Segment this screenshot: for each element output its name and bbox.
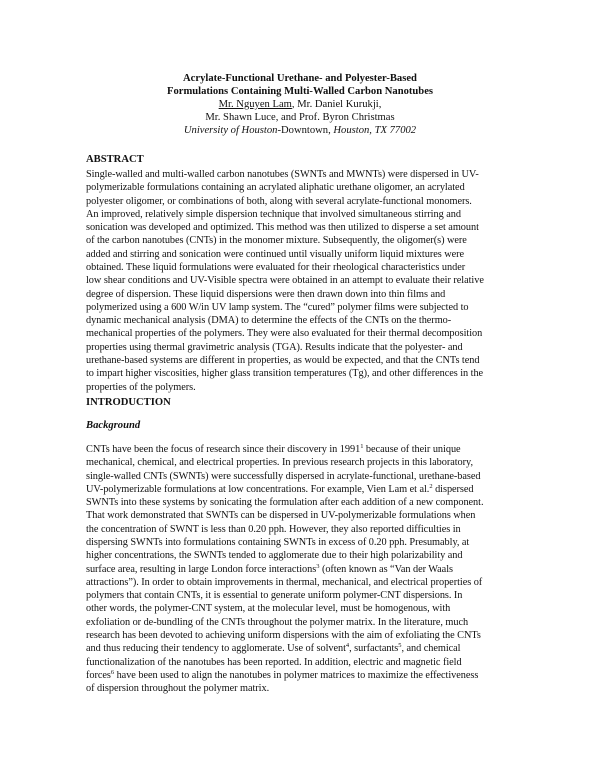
introduction-line [86, 682, 526, 695]
paper-title-line-1: Acrylate-Functional Urethane- and Polyester-Based [183, 73, 417, 84]
abstract-line: to impart higher viscosities, higher glass transition temperatures (Tg), and other differences in the [86, 368, 484, 380]
line-text: , surfactants [349, 643, 399, 655]
affiliation [0, 124, 600, 137]
line-text: have been used to align the nanotubes in polymer matrices to maximize the effectiveness [114, 669, 479, 681]
abstract-line: of the carbon nanotubes (CNTs) in the monomer mixture. Subsequently, the oligomer(s) were [86, 235, 467, 247]
abstract-line: polyester oligomer, or combinations of both, along with several acrylate-functional monomers. [86, 195, 472, 207]
paper-header [0, 72, 600, 137]
affiliation-university: University of Houston [183, 125, 278, 136]
introduction-line [86, 549, 526, 562]
citation-superscript: 4 [345, 642, 350, 650]
line-text: single-walled CNTs (SWNTs) were successfully dispersed in acrylate-functional, urethane-based [86, 470, 481, 482]
abstract-paragraph [86, 168, 526, 394]
introduction-line [86, 443, 526, 456]
citation-superscript: 2 [429, 482, 433, 490]
line-text: forces [86, 669, 111, 681]
affiliation-campus: -Downtown, [277, 125, 331, 136]
abstract-line: urethane-based systems are different in properties, as would be expected, and that the CNTs tend [86, 354, 480, 366]
introduction-line [86, 602, 526, 615]
line-text: the concentration of SWNT is less than 0.20 pph. However, they also reported difficulties in [86, 523, 461, 535]
introduction-heading: INTRODUCTION [86, 397, 171, 408]
introduction-line [86, 589, 526, 602]
abstract-line: added and stirring and sonication were continued until visually uniform liquid mixtures were [86, 248, 465, 260]
abstract-line: Single-walled and multi-walled carbon nanotubes (SWNTs and MWNTs) were dispersed in UV- [86, 169, 479, 180]
introduction-paragraph [86, 443, 526, 695]
introduction-line [86, 496, 526, 509]
authors-line-1 [0, 98, 600, 111]
line-text: That work demonstrated that SWNTs can be dispersed in UV-polymerizable formulations when [86, 510, 476, 522]
affiliation-location: Houston, TX 77002 [330, 125, 417, 136]
citation-superscript: 6 [110, 668, 115, 676]
abstract-line: obtained. These liquid formulations were evaluated for their rheological characteristics under [86, 261, 466, 273]
line-text: dispersed [432, 483, 474, 495]
abstract-line: sonication was developed and optimized. This method was then utilized to disperse a set amount [86, 222, 479, 234]
abstract-line: polymerized using a 600 W/in UV lamp system. The “cured” polymer films were subjected to [86, 301, 469, 313]
background-subheading: Background [86, 420, 141, 431]
abstract-line: properties of the polymers. [86, 381, 196, 393]
line-text: CNTs have been the focus of research since their discovery in 1991 [86, 444, 361, 455]
line-text: research has been devoted to achieving uniform dispersions with the aim of exfoliating the CNTs [86, 629, 481, 641]
abstract-line: mechanical properties of the polymers. They were also evaluated for their thermal decomposition [86, 328, 483, 340]
line-text: of dispersion throughout the polymer matrix. [86, 683, 270, 695]
introduction-line [86, 629, 526, 642]
line-text: functionalization of the nanotubes has been reported. In addition, electric and magnetic field [86, 656, 462, 668]
introduction-line [86, 456, 526, 469]
line-text: SWNTs into these systems by sonicating the formulation after each addition of a new component. [86, 497, 484, 509]
introduction-line [86, 470, 526, 483]
abstract-line: dynamic mechanical analysis (DMA) to determine the effects of the CNTs on the thermo- [86, 315, 452, 327]
line-text: surface area, resulting in large London force interactions [86, 563, 317, 575]
introduction-line [86, 616, 526, 629]
abstract-line: An improved, relatively simple dispersion technique that involved simultaneous stirring and [86, 208, 461, 220]
abstract-line: properties using thermal gravimetric analysis (TGA). Results indicate that the polyester- and [86, 341, 463, 353]
abstract-line: degree of dispersion. These liquid dispersions were then drawn down into thin films and [86, 288, 446, 300]
line-text: because of their unique [363, 444, 461, 455]
introduction-line [86, 563, 526, 576]
line-text: polymers that contain CNTs, it is essential to generate uniform polymer-CNT dispersions. In [86, 590, 463, 602]
abstract-line: low shear conditions and UV-Visible spectra were obtained in an attempt to evaluate their relative [86, 275, 484, 287]
line-text: dispersing SWNTs into formulations containing SWNTs in excess of 0.20 pph. Presumably, at [86, 536, 470, 548]
line-text: higher concentrations, the SWNTs tended to agglomerate due to their high polarizability and [86, 550, 463, 562]
authors-line-2: Mr. Shawn Luce, and Prof. Byron Christmas [205, 112, 395, 123]
introduction-line [86, 523, 526, 536]
introduction-line [86, 576, 526, 589]
line-text: attractions”). In order to obtain improvements in thermal, mechanical, and electrical properties of [86, 576, 483, 588]
line-text: (often known as “Van der Waals [319, 563, 453, 575]
line-text: exfoliation or de-bundling of the CNTs throughout the polymer matrix. In the literature, much [86, 616, 469, 628]
introduction-line [86, 669, 526, 682]
citation-superscript: 3 [316, 562, 320, 570]
line-text: mechanical, chemical, and electrical properties. In previous research projects in this laboratory, [86, 457, 473, 469]
line-text: UV-polymerizable formulations at low concentrations. For example, Vien Lam et al. [86, 483, 430, 495]
introduction-line [86, 656, 526, 669]
paper-title-line-2: Formulations Containing Multi-Walled Carbon Nanotubes [166, 86, 434, 97]
abstract-line: polymerizable formulations containing an acrylated aliphatic urethane oligomer, an acrylated [86, 182, 465, 194]
introduction-line [86, 536, 526, 549]
introduction-line [86, 483, 526, 496]
citation-superscript: 1 [360, 443, 364, 450]
line-text: other words, the polymer-CNT system, at the molecular level, must be homogenous, with [86, 603, 451, 615]
abstract-heading: ABSTRACT [86, 154, 144, 165]
line-text: and thus reducing their tendency to agglomerate. Use of solvent [86, 643, 346, 655]
introduction-line [86, 509, 526, 522]
line-text: , and chemical [401, 643, 461, 655]
introduction-line [86, 642, 526, 655]
co-authors-1: , Mr. Daniel Kurukji, [291, 99, 382, 110]
presenting-author: Mr. Nguyen Lam [218, 99, 292, 110]
citation-superscript: 5 [398, 642, 402, 650]
